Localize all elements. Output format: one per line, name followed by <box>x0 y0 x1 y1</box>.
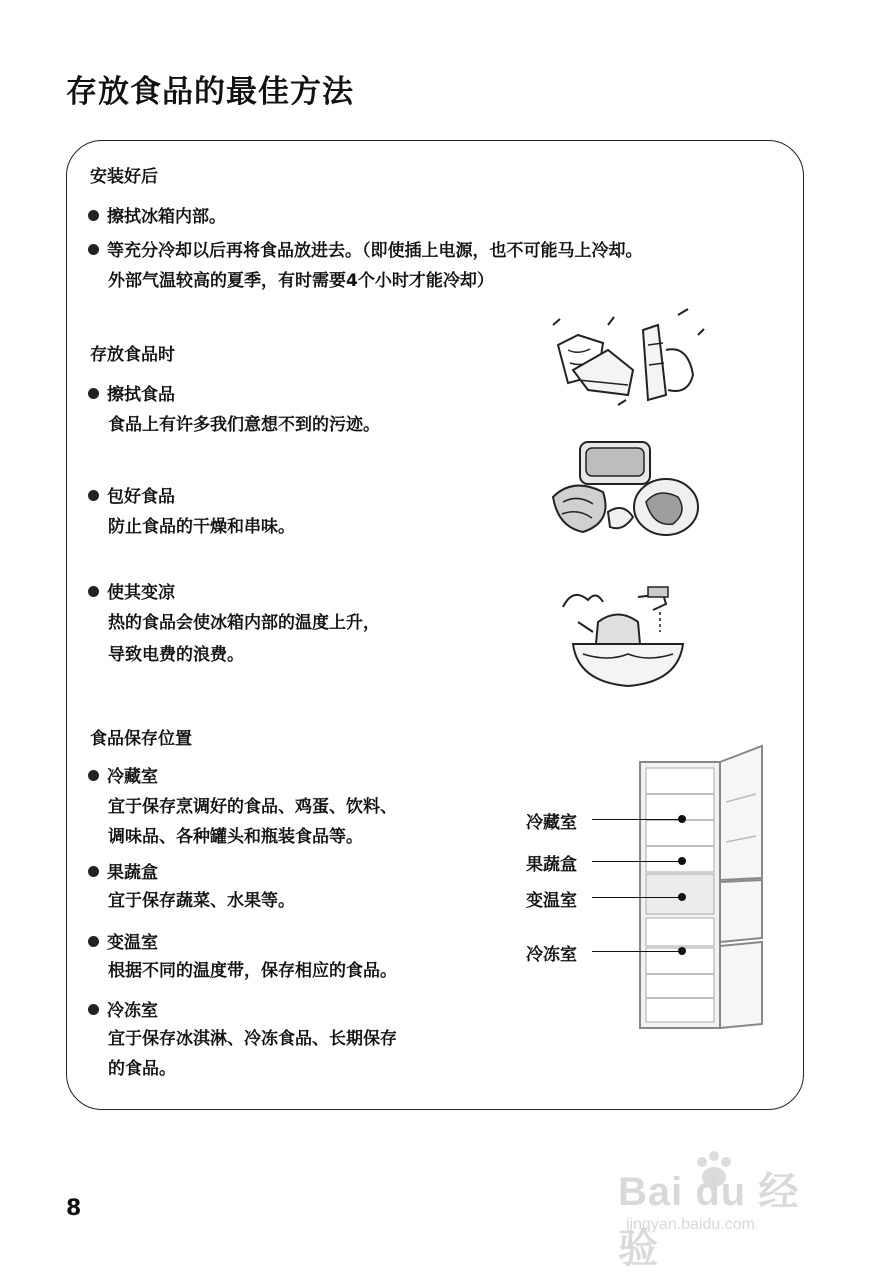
leader-line <box>592 897 680 898</box>
location-item-variable <box>88 928 158 953</box>
bullet-icon <box>88 586 99 597</box>
location-item-crisper-text: 宜于保存蔬菜、水果等。 <box>108 891 295 911</box>
location-item-fridge-text-1: 宜于保存烹调好的食品、鸡蛋、饮料、 <box>108 797 397 817</box>
leader-line <box>592 819 680 820</box>
wipe-food-illustration-icon <box>548 305 708 415</box>
after-install-text-2: 等充分冷却以后再将食品放进去。（即使插上电源，也不可能马上冷却。 <box>107 241 643 261</box>
bullet-icon <box>88 490 99 501</box>
storing-item-3-text-1: 热的食品会使冰箱内部的温度上升， <box>108 613 380 633</box>
location-item-variable-text: 根据不同的温度带，保存相应的食品。 <box>108 961 397 981</box>
wrap-food-illustration-icon <box>548 432 708 544</box>
baidu-watermark <box>618 1150 818 1271</box>
watermark-brand: Bai du 经验 <box>618 1170 800 1271</box>
storing-item-3-text-2: 导致电费的浪费。 <box>108 645 244 665</box>
section-heading-when-storing: 存放食品时 <box>90 345 175 365</box>
bullet-icon <box>88 210 99 221</box>
storing-item-3-title: 使其变凉 <box>107 583 175 603</box>
storing-item-3 <box>88 578 175 603</box>
location-item-crisper-title: 果蔬盒 <box>107 863 158 883</box>
after-install-item-2 <box>88 236 643 261</box>
storing-item-2-text: 防止食品的干燥和串味。 <box>108 517 295 537</box>
fridge-label-crisper: 果蔬盒 <box>526 855 577 875</box>
location-item-freezer-title: 冷冻室 <box>107 1001 158 1021</box>
location-item-fridge-title: 冷藏室 <box>107 767 158 787</box>
watermark-url: jingyan.baidu.com <box>626 1216 755 1233</box>
location-item-freezer <box>88 996 158 1021</box>
page-number: 8 <box>66 1196 82 1221</box>
storing-item-2-title: 包好食品 <box>107 487 175 507</box>
bullet-icon <box>88 388 99 399</box>
leader-dot <box>678 893 686 901</box>
storing-item-1-text: 食品上有许多我们意想不到的污迹。 <box>108 415 380 435</box>
refrigerator-illustration-icon <box>636 742 768 1038</box>
leader-line <box>592 951 680 952</box>
fridge-label-freezer: 冷冻室 <box>526 945 577 965</box>
storing-item-1-title: 擦拭食品 <box>107 385 175 405</box>
cool-food-illustration-icon <box>548 582 708 692</box>
leader-dot <box>678 815 686 823</box>
fridge-label-fridge: 冷藏室 <box>526 813 577 833</box>
after-install-text-1: 擦拭冰箱内部。 <box>107 207 226 227</box>
location-item-freezer-text-1: 宜于保存冰淇淋、冷冻食品、长期保存 <box>108 1029 397 1049</box>
bullet-icon <box>88 936 99 947</box>
bullet-icon <box>88 1004 99 1015</box>
storing-item-2 <box>88 482 175 507</box>
leader-dot <box>678 857 686 865</box>
after-install-item-1 <box>88 202 226 227</box>
location-item-freezer-text-2: 的食品。 <box>108 1059 176 1079</box>
fridge-label-variable: 变温室 <box>526 891 577 911</box>
bullet-icon <box>88 866 99 877</box>
after-install-text-3: 外部气温较高的夏季，有时需要4个小时才能冷却） <box>108 271 494 291</box>
section-heading-storage-locations: 食品保存位置 <box>90 729 192 749</box>
leader-line <box>592 861 680 862</box>
storing-item-1 <box>88 380 175 405</box>
bullet-icon <box>88 244 99 255</box>
section-heading-after-install: 安装好后 <box>90 167 158 187</box>
bullet-icon <box>88 770 99 781</box>
location-item-fridge-text-2: 调味品、各种罐头和瓶装食品等。 <box>108 827 363 847</box>
location-item-variable-title: 变温室 <box>107 933 158 953</box>
location-item-crisper <box>88 858 158 883</box>
location-item-fridge <box>88 762 158 787</box>
leader-dot <box>678 947 686 955</box>
page-title: 存放食品的最佳方法 <box>66 74 354 110</box>
